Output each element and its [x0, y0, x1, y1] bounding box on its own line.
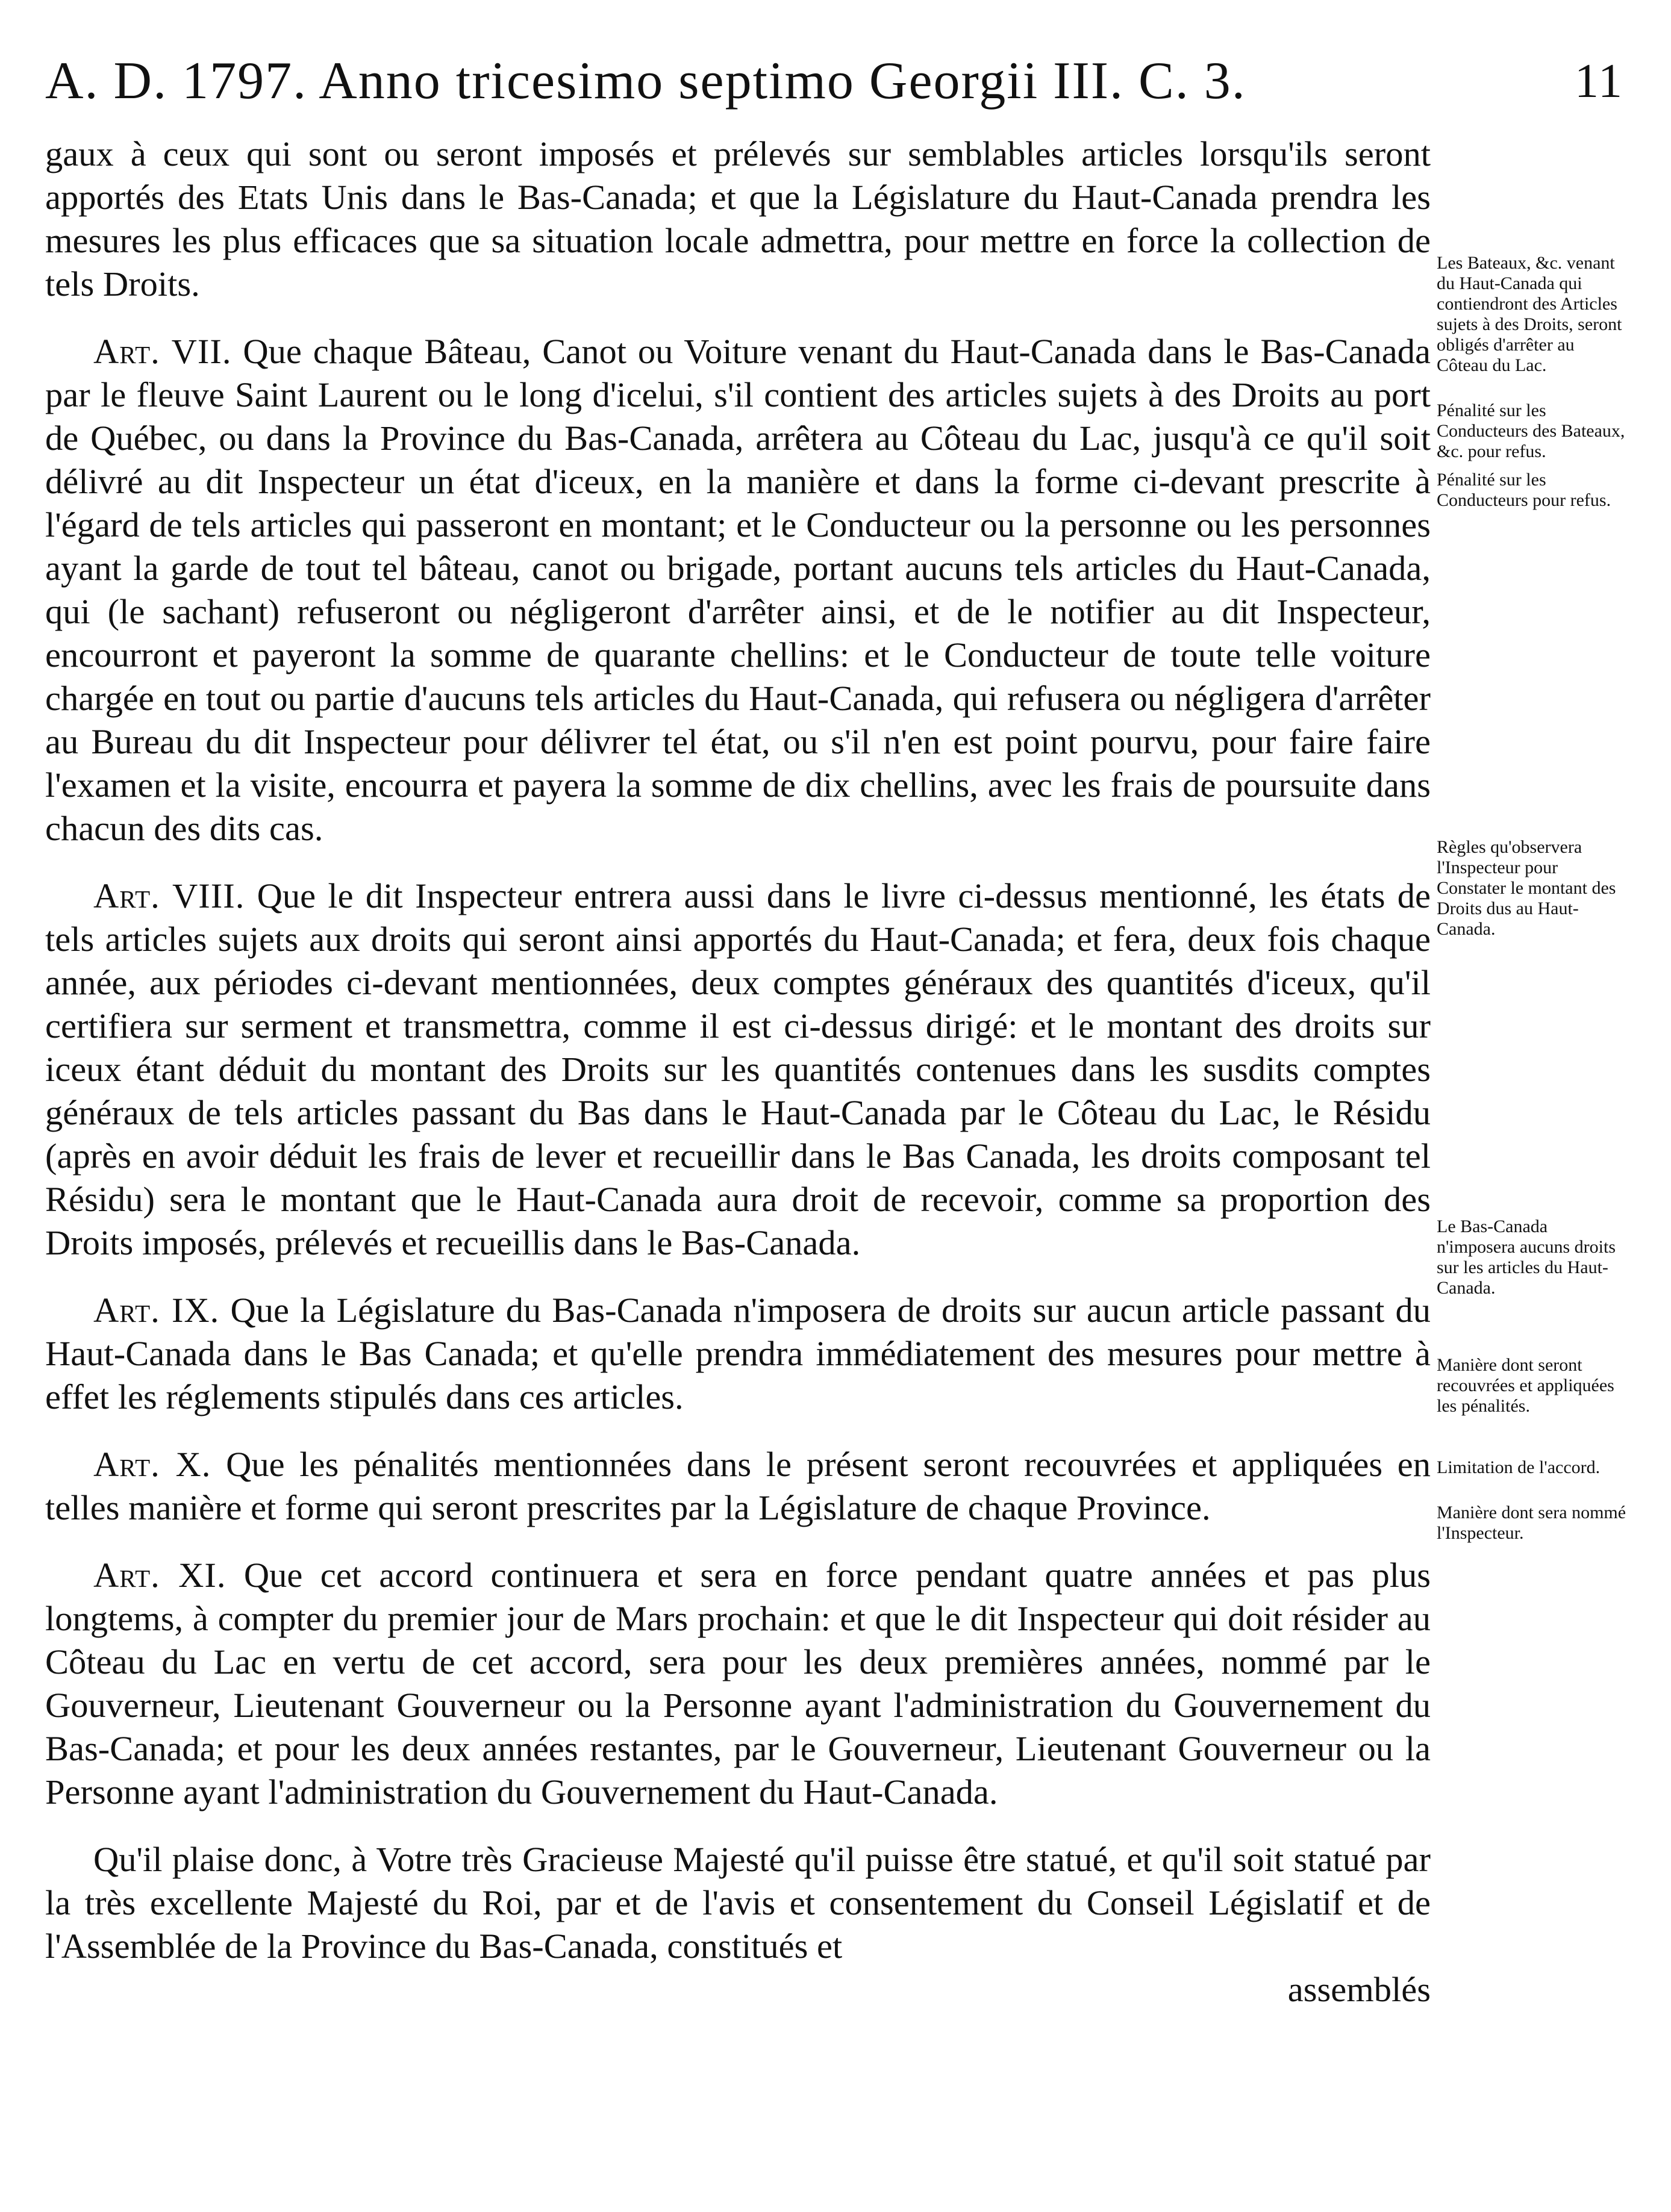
margin-note-text: Limitation de l'accord.	[1437, 1457, 1601, 1477]
article-11-label: Art. XI.	[93, 1556, 226, 1595]
margin-note-text: Manière dont sera nommé l'Inspecteur.	[1437, 1503, 1626, 1543]
article-10-text: Que les pénalités mentionnées dans le présent seront recouvrées et appliquées en telles manière et forme qui seront prescrites par la Législature de chaque Province.	[45, 1445, 1431, 1527]
margin-note	[1437, 1355, 1629, 1416]
article-7-label: Art. VII.	[93, 332, 232, 371]
margin-note	[1437, 400, 1629, 462]
article-8-label: Art. VIII.	[93, 876, 245, 915]
article-7	[45, 330, 1431, 850]
article-8-text: Que le dit Inspecteur entrera aussi dans le livre ci-dessus mentionné, les états de tels articles sujets aux droits qui seront ainsi apportés du Haut-Canada; et fera, deux fois chaque année, aux périodes ci-devant mentionnées, deux comptes généraux des quantités d'iceux, qu'il certifiera sur serment et transmettra, comme il est ci-dessus dirigé: et le montant des droits sur iceux étant déduit du montant des Droits sur les quantités contenues dans les susdits comptes généraux de tels articles passant du Bas dans le Haut-Canada par le Côteau du Lac, le Résidu (après en avoir déduit les frais de lever et recueillir dans le Bas Canada, les droits composant tel Résidu) sera le montant que le Haut-Canada aura droit de recevoir, comme sa proportion des Droits imposés, prélevés et recueillis dans le Bas-Canada.	[45, 876, 1431, 1262]
paragraph-continuation: gaux à ceux qui sont ou seront imposés et prélevés sur semblables articles lorsqu'ils seront apportés des Etats Unis dans le Bas-Canada; et que la Législature du Haut-Canada prendra les mesures les plus efficaces que sa situation locale admettra, pour mettre en force la collection de tels Droits.	[45, 134, 1431, 304]
article-9-label: Art. IX.	[93, 1291, 220, 1330]
running-header	[45, 36, 1623, 126]
margin-note-text: Les Bateaux, &c. venant du Haut-Canada qui contiendront des Articles sujets à des Droits, seront obligés d'arrêter au Côteau du Lac.	[1437, 253, 1622, 375]
margin-note-text: Pénalité sur les Conducteurs des Bateaux, &c. pour refus.	[1437, 400, 1625, 461]
header-title: A. D. 1797. Anno tricesimo septimo Georgii III. C. 3.	[45, 52, 1246, 110]
closing-paragraph	[45, 1838, 1431, 1968]
margin-note	[1437, 253, 1629, 376]
margin-note	[1437, 1503, 1629, 1544]
main-text	[45, 132, 1431, 2011]
margin-note	[1437, 1457, 1629, 1478]
article-7-text: Que chaque Bâteau, Canot ou Voiture venant du Haut-Canada dans le Bas-Canada par le fleuve Saint Laurent ou le long d'icelui, s'il contient des articles sujets à des Droits au port de Québec, ou dans la Province du Bas-Canada, arrêtera au Côteau du Lac, jusqu'à ce qu'il soit délivré au dit Inspecteur un état d'iceux, en la manière et dans la forme ci-devant prescrite à l'égard de tels articles qui passeront en montant; et le Conducteur ou la personne ou les personnes ayant la garde de tout tel bâteau, canot ou brigade, portant aucuns tels articles du Haut-Canada, qui (le sachant) refuseront ou négligeront d'arrêter ainsi, et de le notifier au dit Inspecteur, encourront et payeront la somme de quarante chellins: et le Conducteur de toute telle voiture chargée en tout ou partie d'aucuns tels articles du Haut-Canada, qui refusera ou négligera d'arrêter au Bureau du dit Inspecteur pour délivrer tel état, ou s'il n'en est point pourvu, pour faire faire l'examen et la visite, encourra et payera la somme de dix chellins, avec les frais de poursuite dans chacun des dits cas.	[45, 332, 1431, 848]
catchword: assemblés	[1287, 1970, 1431, 2009]
closing-text: Qu'il plaise donc, à Votre très Gracieuse Majesté qu'il puisse être statué, et qu'il soit statué par la très excellente Majesté du Roi, par et de l'avis et consentement du Conseil Législatif et de l'Assemblée de la Province du Bas-Canada, constitués et	[45, 1840, 1431, 1966]
margin-note	[1437, 837, 1629, 939]
margin-note-text: Le Bas-Canada n'imposera aucuns droits sur les articles du Haut-Canada.	[1437, 1217, 1616, 1298]
margin-note	[1437, 470, 1629, 511]
margin-note-text: Règles qu'observera l'Inspecteur pour Constater le montant des Droits dus au Haut-Canada.	[1437, 837, 1616, 939]
article-11-text: Que cet accord continuera et sera en force pendant quatre années et pas plus longtems, à compter du premier jour de Mars prochain: et que le dit Inspecteur qui doit résider au Côteau du Lac en vertu de cet accord, sera pour les deux premières années, nommé par le Gouverneur, Lieutenant Gouverneur ou la Personne ayant l'administration du Gouvernement du Bas-Canada; et pour les deux années restantes, par le Gouverneur, Lieutenant Gouverneur ou la Personne ayant l'administration du Gouvernement du Haut-Canada.	[45, 1556, 1431, 1812]
margin-note-text: Manière dont seront recouvrées et appliquées les pénalités.	[1437, 1355, 1614, 1416]
article-11	[45, 1554, 1431, 1814]
article-10-label: Art. X.	[93, 1445, 211, 1484]
article-10	[45, 1443, 1431, 1530]
margin-note	[1437, 1217, 1629, 1298]
page-number: 11	[1574, 55, 1623, 108]
article-9-text: Que la Législature du Bas-Canada n'imposera de droits sur aucun article passant du Haut-Canada dans le Bas Canada; et qu'elle prendra immédiatement des mesures pour mettre à effet les réglements stipulés dans ces articles.	[45, 1291, 1431, 1416]
article-8	[45, 874, 1431, 1265]
margin-note-text: Pénalité sur les Conducteurs pour refus.	[1437, 470, 1611, 510]
article-9	[45, 1289, 1431, 1419]
